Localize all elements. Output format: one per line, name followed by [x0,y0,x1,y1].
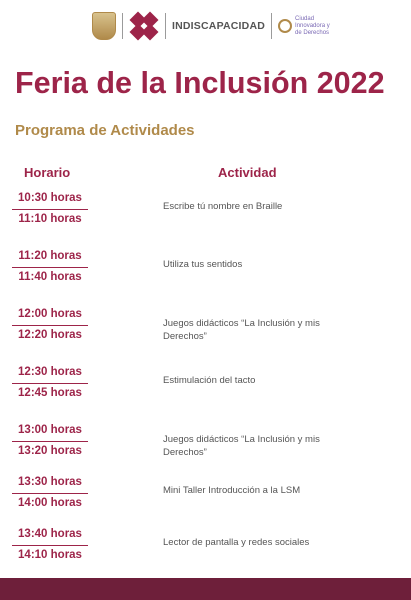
time-divider [12,325,88,326]
schedule-row [0,424,411,468]
time-divider [12,267,88,268]
time-divider [12,209,88,210]
activity-text: Lector de pantalla y redes sociales [163,537,310,548]
end-time: 12:20 horas [18,329,82,341]
schedule-row [0,366,411,410]
time-divider [12,493,88,494]
activity-text: Juegos didácticos “La Inclusión y mis Derechos” [163,434,320,458]
partner-text: Ciudad Innovadora y de Derechos [295,15,330,36]
brand-name: INDISCAPACIDAD [172,20,266,32]
schedule-row [0,528,411,572]
time-divider [12,441,88,442]
activity-text: Escribe tú nombre en Braille [163,201,283,212]
start-time: 12:00 horas [18,308,82,320]
page-title: Feria de la Inclusión 2022 [15,66,385,100]
activity-text: Utiliza tus sentidos [163,259,243,270]
time-divider [12,545,88,546]
column-header-time: Horario [24,165,71,180]
activity-text: Estimulación del tacto [163,375,256,386]
header-logos [92,10,333,42]
end-time: 14:00 horas [18,497,82,509]
innovation-logo-icon [278,19,292,33]
column-header-activity: Actividad [218,165,277,180]
end-time: 14:10 horas [18,549,82,561]
start-time: 13:30 horas [18,476,82,488]
activity-text: Juegos didácticos “La Inclusión y mis Derechos” [163,318,320,342]
city-seal-icon [92,12,116,40]
cdmx-logo-icon [129,11,159,41]
page-subtitle: Programa de Actividades [15,122,195,139]
start-time: 13:40 horas [18,528,82,540]
start-time: 11:20 horas [18,250,82,262]
end-time: 12:45 horas [18,387,82,399]
schedule-row [0,308,411,352]
start-time: 10:30 horas [18,192,82,204]
end-time: 11:10 horas [18,213,82,225]
start-time: 12:30 horas [18,366,82,378]
schedule-row [0,192,411,236]
end-time: 11:40 horas [18,271,82,283]
schedule-row [0,250,411,294]
logo-divider [165,13,166,39]
logo-divider [271,13,272,39]
start-time: 13:00 horas [18,424,82,436]
logo-divider [122,13,123,39]
footer-bar [0,578,411,600]
schedule-row [0,476,411,520]
time-divider [12,383,88,384]
activity-text: Mini Taller Introducción a la LSM [163,485,301,496]
end-time: 13:20 horas [18,445,82,457]
